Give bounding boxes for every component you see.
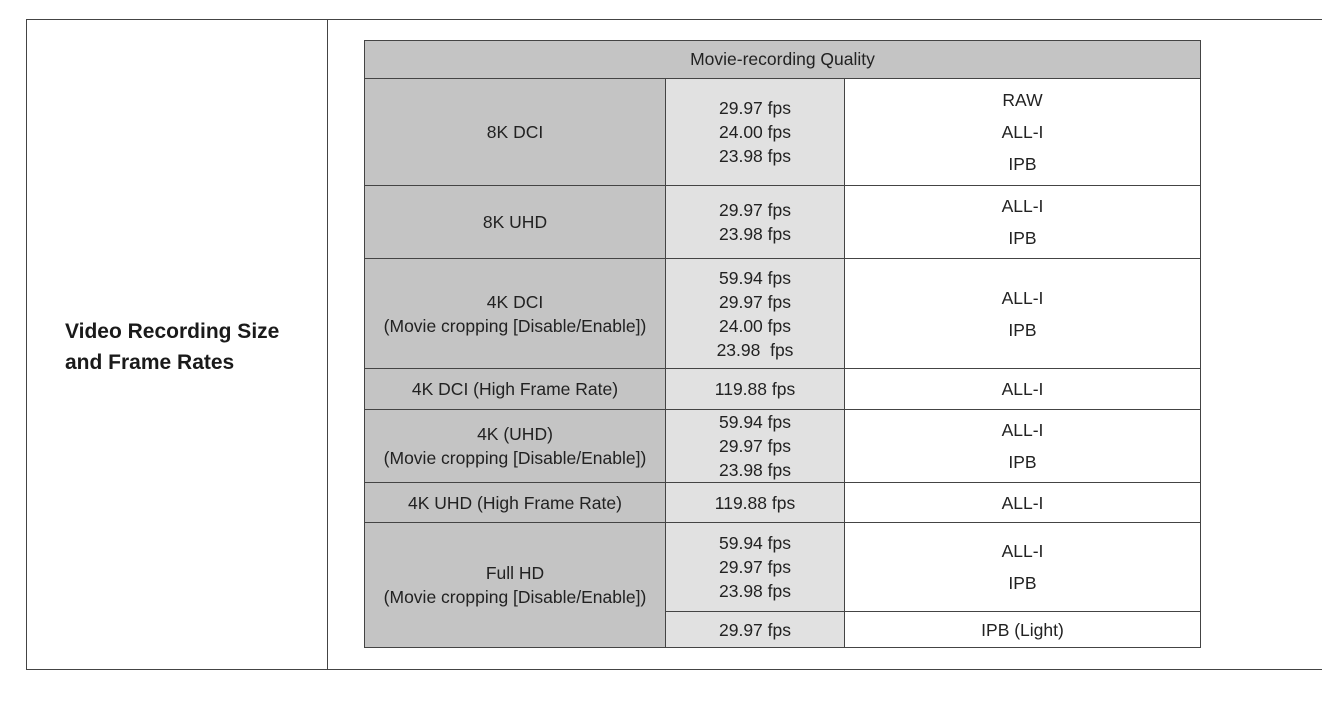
section-label-line2: and Frame Rates	[65, 351, 235, 374]
fps-text: 59.94 fps	[719, 412, 791, 432]
size-cell	[365, 79, 666, 186]
movie-quality-table	[364, 40, 1201, 648]
fps-text: 29.97 fps	[719, 98, 791, 118]
fps-text: 59.94 fps	[719, 533, 791, 553]
codec-text: ALL-I	[1001, 287, 1044, 308]
codec-text: IPB	[1008, 452, 1037, 472]
size-cell	[365, 369, 666, 410]
table-row	[365, 483, 1201, 523]
table-title: Movie-recording Quality	[365, 41, 1201, 79]
size-cell	[365, 410, 666, 483]
codec-text: IPB	[1008, 154, 1037, 174]
codec-text: RAW	[1002, 90, 1043, 110]
fps-cell	[666, 186, 845, 259]
fps-text: 29.97 fps	[719, 557, 791, 577]
section-label	[65, 316, 325, 378]
size-text: Full HD	[485, 563, 545, 583]
fps-cell	[666, 79, 845, 186]
fps-text: 23.98 fps	[719, 460, 791, 480]
fps-text: 29.97 fps	[719, 619, 791, 640]
column-divider	[327, 20, 328, 669]
codec-text: ALL-I	[1001, 420, 1044, 440]
size-text: 8K DCI	[486, 122, 544, 142]
codec-cell	[845, 612, 1201, 648]
table-row	[365, 259, 1201, 369]
fps-cell	[666, 259, 845, 369]
fps-cell	[666, 369, 845, 410]
fps-text: 23.98 fps	[719, 224, 791, 244]
fps-text: 24.00 fps	[719, 122, 791, 142]
fps-text: 24.00 fps	[719, 315, 791, 336]
size-cell	[365, 186, 666, 259]
table-row	[365, 369, 1201, 410]
fps-text: 23.98 fps	[719, 581, 791, 601]
fps-cell	[666, 523, 845, 612]
codec-text: IPB (Light)	[981, 619, 1064, 640]
size-text: 4K DCI	[486, 291, 544, 312]
table-row	[365, 186, 1201, 259]
fps-cell	[666, 612, 845, 648]
codec-text: IPB	[1008, 573, 1037, 593]
table-row	[365, 79, 1201, 186]
table-row	[365, 410, 1201, 483]
fps-text: 119.88 fps	[714, 492, 796, 513]
codec-cell	[845, 186, 1201, 259]
fps-text: 23.98 fps	[719, 146, 791, 166]
fps-cell	[666, 410, 845, 483]
size-text: 4K DCI (High Frame Rate)	[411, 379, 619, 399]
size-text: 8K UHD	[482, 212, 548, 232]
fps-text: 29.97 fps	[719, 436, 791, 456]
fps-cell	[666, 483, 845, 523]
codec-text: IPB	[1008, 319, 1037, 340]
codec-cell	[845, 369, 1201, 410]
codec-text: ALL-I	[1001, 379, 1044, 399]
size-text: (Movie cropping [Disable/Enable])	[383, 587, 647, 607]
codec-cell	[845, 483, 1201, 523]
size-text: (Movie cropping [Disable/Enable])	[383, 448, 647, 468]
codec-cell	[845, 259, 1201, 369]
fps-text: 59.94 fps	[719, 267, 791, 288]
fps-text: 23.98 fps	[716, 339, 794, 360]
size-cell	[365, 259, 666, 369]
codec-cell	[845, 79, 1201, 186]
size-text: 4K (UHD)	[477, 424, 553, 444]
fps-text: 29.97 fps	[719, 291, 791, 312]
size-text: (Movie cropping [Disable/Enable])	[383, 315, 647, 336]
size-cell	[365, 483, 666, 523]
codec-text: ALL-I	[1001, 492, 1044, 513]
fps-text: 119.88 fps	[714, 379, 796, 399]
size-cell	[365, 523, 666, 648]
codec-cell	[845, 410, 1201, 483]
fps-text: 29.97 fps	[719, 200, 791, 220]
codec-text: IPB	[1008, 228, 1037, 248]
section-label-line1: Video Recording Size	[65, 320, 280, 343]
codec-text: ALL-I	[1001, 196, 1044, 216]
codec-text: ALL-I	[1001, 122, 1044, 142]
codec-cell	[845, 523, 1201, 612]
codec-text: ALL-I	[1001, 541, 1044, 561]
size-text: 4K UHD (High Frame Rate)	[408, 492, 622, 513]
table-row	[365, 523, 1201, 612]
